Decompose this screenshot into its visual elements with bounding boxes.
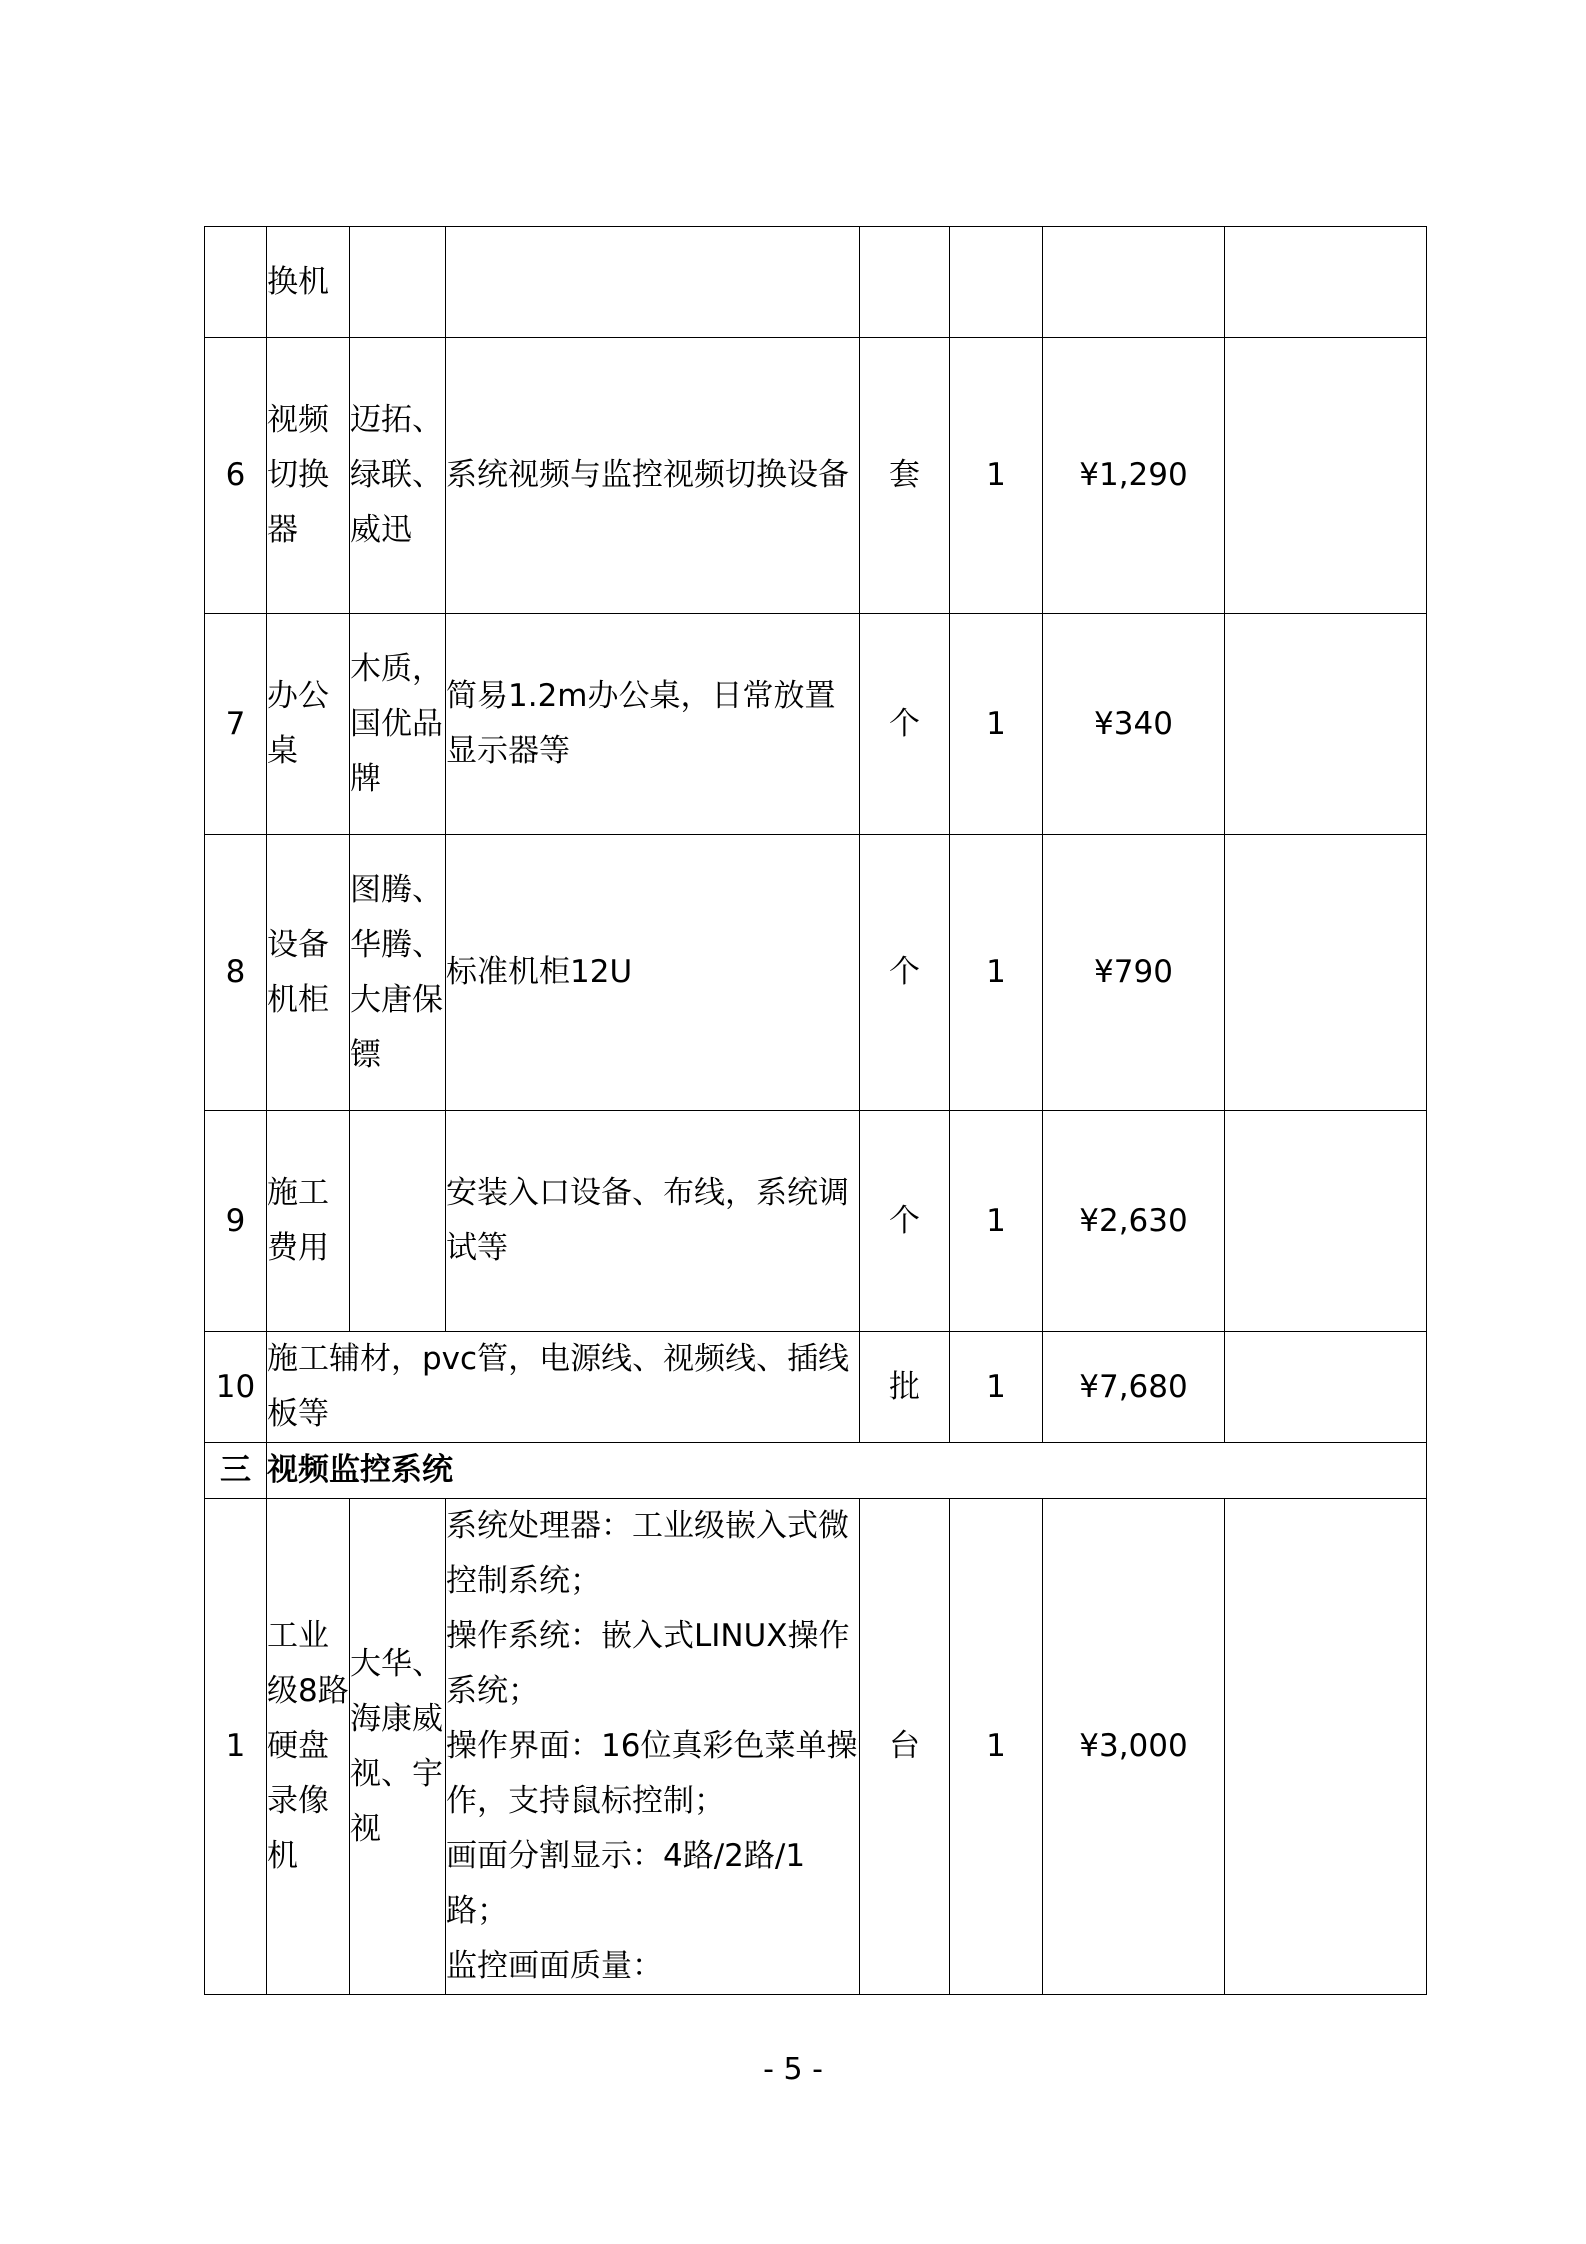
cell-qty: 1 <box>950 614 1043 835</box>
cell-no: 1 <box>205 1499 267 1995</box>
cell-remark <box>1225 835 1427 1111</box>
cell-unit: 个 <box>860 614 950 835</box>
cell-unit: 个 <box>860 835 950 1111</box>
cell-remark <box>1225 227 1427 338</box>
cell-qty: 1 <box>950 338 1043 614</box>
table-row <box>205 614 1427 835</box>
cell-name: 办公桌 <box>267 614 350 835</box>
cell-price: ¥2,630 <box>1043 1111 1225 1332</box>
cell-price: ¥7,680 <box>1043 1332 1225 1443</box>
table-row <box>205 338 1427 614</box>
cell-no: 8 <box>205 835 267 1111</box>
cell-price: ¥790 <box>1043 835 1225 1111</box>
cell-no: 7 <box>205 614 267 835</box>
cell-price: ¥340 <box>1043 614 1225 835</box>
cell-description: 简易1.2m办公桌，日常放置显示器等 <box>446 614 860 835</box>
price-table <box>204 226 1427 1995</box>
cell-qty: 1 <box>950 1111 1043 1332</box>
cell-remark <box>1225 1111 1427 1332</box>
cell-no: 10 <box>205 1332 267 1443</box>
cell-brand: 大华、海康威视、宇视 <box>350 1499 446 1995</box>
cell-brand: 迈拓、绿联、威迅 <box>350 338 446 614</box>
cell-price: ¥1,290 <box>1043 338 1225 614</box>
cell-no: 9 <box>205 1111 267 1332</box>
cell-price: ¥3,000 <box>1043 1499 1225 1995</box>
cell-brand <box>350 227 446 338</box>
cell-name: 换机 <box>267 227 350 338</box>
section-number: 三 <box>205 1443 267 1499</box>
cell-no: 6 <box>205 338 267 614</box>
cell-remark <box>1225 338 1427 614</box>
cell-description: 安装入口设备、布线，系统调试等 <box>446 1111 860 1332</box>
table-row <box>205 227 1427 338</box>
cell-qty <box>950 227 1043 338</box>
cell-description <box>446 227 860 338</box>
cell-price <box>1043 227 1225 338</box>
cell-description: 标准机柜12U <box>446 835 860 1111</box>
cell-unit <box>860 227 950 338</box>
cell-no <box>205 227 267 338</box>
cell-name: 工业级8路硬盘录像机 <box>267 1499 350 1995</box>
cell-unit: 个 <box>860 1111 950 1332</box>
cell-remark <box>1225 1499 1427 1995</box>
cell-qty: 1 <box>950 1332 1043 1443</box>
cell-remark <box>1225 614 1427 835</box>
cell-qty: 1 <box>950 835 1043 1111</box>
cell-brand: 图腾、华腾、大唐保镖 <box>350 835 446 1111</box>
cell-description: 施工辅材，pvc管，电源线、视频线、插线板等 <box>267 1332 860 1443</box>
cell-unit: 套 <box>860 338 950 614</box>
section-header-row <box>205 1443 1427 1499</box>
page-number: - 5 - <box>763 2052 823 2087</box>
cell-brand <box>350 1111 446 1332</box>
section-title: 视频监控系统 <box>267 1443 1427 1499</box>
table-row <box>205 835 1427 1111</box>
table-row <box>205 1111 1427 1332</box>
cell-name: 视频切换器 <box>267 338 350 614</box>
cell-description: 系统处理器：工业级嵌入式微控制系统； 操作系统：嵌入式LINUX操作系统； 操作界面：16位真彩色菜单操作，支持鼠标控制； 画面分割显示：4路/2路/1路； 监控画面质量： <box>446 1499 860 1995</box>
cell-description: 系统视频与监控视频切换设备 <box>446 338 860 614</box>
cell-remark <box>1225 1332 1427 1443</box>
table-row <box>205 1499 1427 1995</box>
cell-qty: 1 <box>950 1499 1043 1995</box>
cell-name: 设备机柜 <box>267 835 350 1111</box>
cell-unit: 批 <box>860 1332 950 1443</box>
cell-name: 施工费用 <box>267 1111 350 1332</box>
cell-brand: 木质，国优品牌 <box>350 614 446 835</box>
cell-unit: 台 <box>860 1499 950 1995</box>
table-row <box>205 1332 1427 1443</box>
